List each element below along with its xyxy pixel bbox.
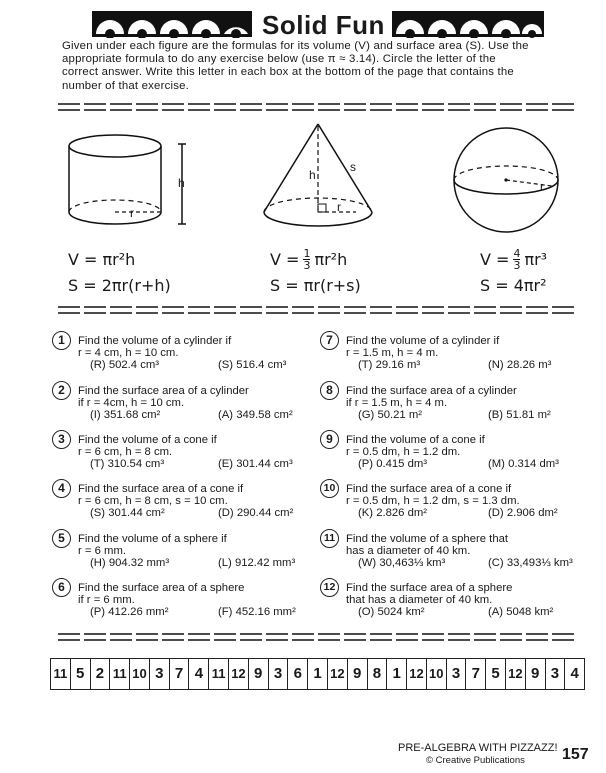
exercise-question: Find the surface area of a cone if [346,483,512,495]
answer-box[interactable]: 12 [506,659,526,689]
answer-choice-a[interactable]: (I) 351.68 cm² [90,409,161,421]
exercise-4 [52,481,322,527]
cone-s-label: s [350,160,356,174]
exercise-10 [320,481,590,527]
sphere-volume-prefix: V = [480,250,510,269]
exercise-question: Find the surface area of a sphere [78,582,245,594]
exercise-question: Find the volume of a cylinder if [346,335,500,347]
cylinder-r-label: r [130,206,134,220]
exercise-question: Find the surface area of a cylinder [78,385,249,397]
answer-choice-a[interactable]: (P) 412.26 mm² [90,606,169,618]
footer-publisher: © Creative Publications [426,755,525,766]
answer-box[interactable]: 7 [170,659,190,689]
answer-box[interactable]: 5 [71,659,91,689]
cylinder-h-label: h [178,176,185,190]
answer-box[interactable]: 8 [368,659,388,689]
instructions-line: appropriate formula to do any exercise below (use π ≈ 3.14). Circle the letter of the [62,53,496,66]
divider-bottom [58,632,578,642]
exercise-question: Find the volume of a cone if [78,434,217,446]
answer-box[interactable]: 3 [150,659,170,689]
answer-box[interactable]: 4 [189,659,209,689]
exercise-given: r = 6 cm, h = 8 cm, s = 10 cm. [78,495,228,507]
sphere-volume-formula [480,248,547,271]
cone-volume-suffix: πr²h [314,250,348,269]
answer-choice-b[interactable]: (L) 912.42 mm³ [218,557,296,569]
answer-choice-b[interactable]: (C) 33,493⅓ km³ [488,557,573,569]
cylinder-surface-formula: S = 2πr(r+h) [68,276,171,295]
exercise-question: Find the surface area of a cylinder [346,385,517,397]
exercise-2 [52,383,322,429]
exercise-question: Find the volume of a sphere that [346,533,509,545]
answer-choice-b[interactable]: (F) 452.16 mm² [218,606,296,618]
exercise-given: r = 0.5 dm, h = 1.2 dm. [346,446,461,458]
answer-choice-b[interactable]: (A) 349.58 cm² [218,409,293,421]
answer-choice-b[interactable]: (A) 5048 km² [488,606,554,618]
exercise-given: r = 6 mm. [78,545,127,557]
answer-box[interactable]: 9 [526,659,546,689]
answer-box[interactable]: 11 [209,659,229,689]
answer-box[interactable]: 6 [288,659,308,689]
instructions-line: Given under each figure are the formulas for its volume (V) and surface area (S). Use the [62,40,529,52]
sphere-volume-denominator: 3 [513,259,521,272]
sphere-surface-formula: S = 4πr² [480,276,547,295]
exercise-given: r = 1.5 m, h = 4 m. [346,347,439,359]
answer-box[interactable]: 12 [229,659,249,689]
exercise-7 [320,333,590,379]
answer-choice-b[interactable]: (D) 2.906 dm² [488,507,558,519]
exercise-question: Find the volume of a cone if [346,434,485,446]
exercise-given: if r = 4cm, h = 10 cm. [78,397,185,409]
answer-choice-a[interactable]: (O) 5024 km² [358,606,425,618]
answer-box[interactable]: 11 [51,659,71,689]
answer-box[interactable]: 10 [427,659,447,689]
answer-box-row [50,658,585,690]
exercise-5 [52,531,322,577]
answer-box[interactable]: 2 [91,659,111,689]
exercise-given: r = 6 cm, h = 8 cm. [78,446,173,458]
answer-box[interactable]: 9 [348,659,368,689]
page-title: Solid Fun [262,10,385,40]
exercise-number: 7 [320,331,339,350]
answer-box[interactable]: 4 [570,665,579,682]
title-decoration-left [92,10,252,38]
exercise-number: 11 [320,529,339,548]
sphere-r-label: r [540,180,544,194]
cone-volume-formula [270,248,347,271]
answer-box[interactable]: 7 [466,659,486,689]
exercise-9 [320,432,590,478]
answer-box[interactable]: 1 [387,659,407,689]
instructions-line: number of that exercise. [62,79,189,92]
answer-choice-b[interactable]: (M) 0.314 dm³ [488,458,559,470]
answer-choice-a[interactable]: (H) 904.32 mm³ [90,557,170,569]
answer-box[interactable]: 10 [130,659,150,689]
exercise-number: 12 [320,578,339,597]
exercise-number: 1 [52,331,71,350]
answer-choice-b[interactable]: (D) 290.44 cm² [218,507,294,519]
answer-choice-b[interactable]: (S) 516.4 cm³ [218,359,287,371]
answer-box[interactable]: 1 [308,659,328,689]
cone-r-label: r [337,200,341,214]
cone-volume-denominator: 3 [303,259,311,272]
footer-book-title: PRE-ALGEBRA WITH PIZZAZZ! [398,742,558,754]
cylinder-figure [62,132,192,232]
cone-h-label: h [309,168,316,182]
divider-top [58,102,578,112]
exercise-given: r = 0.5 dm, h = 1.2 dm, s = 1.3 dm. [346,495,520,507]
exercise-given: r = 4 cm, h = 10 cm. [78,347,179,359]
exercise-question: Find the surface area of a cone if [78,483,244,495]
exercise-number: 4 [52,479,71,498]
answer-choice-a[interactable]: (G) 50.21 m² [358,409,423,421]
sphere-volume-suffix: πr³ [524,250,548,269]
exercise-8 [320,383,590,429]
answer-choice-a[interactable]: (T) 310.54 cm³ [90,458,165,470]
exercise-3 [52,432,322,478]
exercise-question: Find the surface area of a sphere [346,582,513,594]
answer-choice-b[interactable]: (B) 51.81 m² [488,409,551,421]
sphere-figure [452,126,562,236]
answer-box[interactable]: 12 [328,659,348,689]
answer-choice-b[interactable]: (N) 28.26 m³ [488,359,552,371]
answer-box[interactable]: 11 [110,659,130,689]
instructions [62,40,576,93]
page-number: 157 [562,746,589,763]
answer-choice-a[interactable]: (P) 0.415 dm³ [358,458,428,470]
answer-choice-a[interactable]: (W) 30,463⅓ km³ [358,557,446,569]
divider-middle [58,305,578,315]
answer-box[interactable]: 12 [407,659,427,689]
exercise-number: 10 [320,479,339,498]
cylinder-volume-formula: V = πr²h [68,250,136,269]
cone-volume-numerator: 1 [303,247,311,260]
cone-figure [256,120,386,240]
exercise-6 [52,580,322,626]
answer-box[interactable]: 3 [269,659,289,689]
exercise-given: that has a diameter of 40 km. [346,594,493,606]
answer-choice-a[interactable]: (R) 502.4 cm³ [90,359,160,371]
instructions-line: correct answer. Write this letter in each box at the bottom of the page that contains the [62,66,514,79]
exercise-given: if r = 6 mm. [78,594,135,606]
exercise-question: Find the volume of a sphere if [78,533,227,545]
exercise-given: has a diameter of 40 km. [346,545,471,557]
cone-surface-formula: S = πr(r+s) [270,276,361,295]
exercise-number: 5 [52,529,71,548]
sphere-volume-numerator: 4 [513,247,521,260]
exercise-number: 6 [52,578,71,597]
exercise-question: Find the volume of a cylinder if [78,335,232,347]
exercise-given: if r = 1.5 m, h = 4 m. [346,397,448,409]
answer-choice-a[interactable]: (K) 2.826 dm² [358,507,428,519]
exercise-1 [52,333,322,379]
answer-choice-b[interactable]: (E) 301.44 cm³ [218,458,293,470]
exercise-number: 3 [52,430,71,449]
answer-box[interactable]: 3 [447,659,467,689]
exercise-number: 8 [320,381,339,400]
answer-choice-a[interactable]: (S) 301.44 cm² [90,507,165,519]
exercise-12 [320,580,590,626]
answer-box[interactable]: 3 [546,659,566,689]
exercise-number: 2 [52,381,71,400]
exercise-number: 9 [320,430,339,449]
exercise-11 [320,531,590,577]
answer-box[interactable]: 9 [249,659,269,689]
cone-volume-prefix: V = [270,250,300,269]
answer-choice-a[interactable]: (T) 29.16 m³ [358,359,421,371]
answer-box[interactable]: 5 [486,659,506,689]
title-decoration-right [392,10,544,38]
